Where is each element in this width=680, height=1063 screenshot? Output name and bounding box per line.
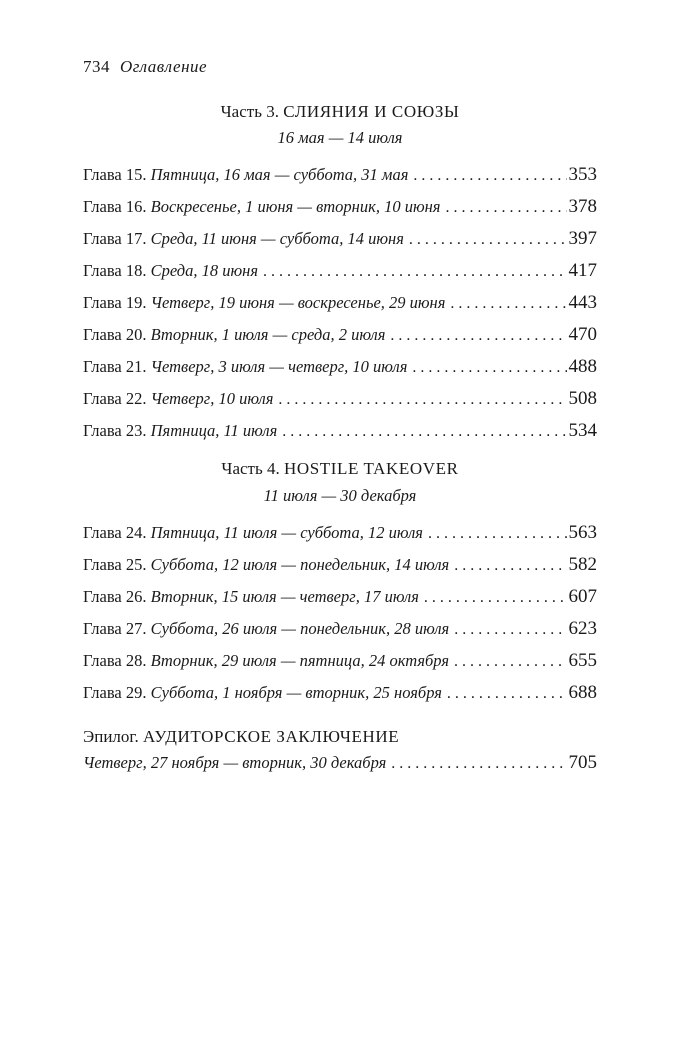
dot-leader xyxy=(412,356,566,380)
epilogue-label: Эпилог. xyxy=(83,727,139,746)
toc-entry[interactable] xyxy=(83,521,597,545)
chapter-page: 623 xyxy=(568,618,597,639)
dot-leader xyxy=(282,420,566,444)
epilogue-page: 705 xyxy=(568,752,597,773)
toc-entry[interactable] xyxy=(83,617,597,641)
dot-leader xyxy=(409,228,567,252)
dot-leader xyxy=(424,586,567,610)
chapter-label: Глава 20. xyxy=(83,325,147,344)
chapter-title: Вторник, 15 июля — четверг, 17 июля xyxy=(150,587,419,606)
chapter-title: Среда, 18 июня xyxy=(150,261,259,280)
epilogue-heading xyxy=(83,726,399,748)
dot-leader xyxy=(447,682,567,706)
toc-entry[interactable] xyxy=(83,387,597,411)
dot-leader xyxy=(390,324,566,348)
running-head-title: Оглавление xyxy=(120,57,208,76)
chapter-label: Глава 18. xyxy=(83,261,147,280)
chapter-label: Глава 21. xyxy=(83,357,147,376)
dot-leader xyxy=(445,196,566,220)
chapter-label: Глава 15. xyxy=(83,165,147,184)
chapter-page: 582 xyxy=(568,554,597,575)
chapter-page: 397 xyxy=(568,228,597,249)
part-name: HOSTILE TAKEOVER xyxy=(283,459,459,478)
toc-entry[interactable] xyxy=(83,227,597,251)
chapter-title: Вторник, 1 июля — среда, 2 июля xyxy=(150,325,386,344)
page-number: 734 xyxy=(83,57,110,76)
chapter-page: 655 xyxy=(568,650,597,671)
part-dates: 11 июля — 30 декабря xyxy=(263,486,417,505)
toc-entry[interactable] xyxy=(83,585,597,609)
chapter-title: Вторник, 29 июля — пятница, 24 октября xyxy=(150,651,450,670)
chapter-page: 488 xyxy=(568,356,597,377)
chapter-title: Суббота, 1 ноября — вторник, 25 ноября xyxy=(150,683,442,702)
chapter-page: 470 xyxy=(568,324,597,345)
toc-entry[interactable] xyxy=(83,649,597,673)
toc-entry[interactable] xyxy=(83,355,597,379)
part-label: Часть 4. xyxy=(221,459,280,478)
toc-entry[interactable] xyxy=(83,259,597,283)
toc-entry[interactable] xyxy=(83,163,597,187)
chapter-page: 443 xyxy=(568,292,597,313)
chapter-label: Глава 22. xyxy=(83,389,147,408)
chapter-title: Четверг, 10 июля xyxy=(150,389,274,408)
dot-leader xyxy=(454,650,566,674)
chapter-page: 607 xyxy=(568,586,597,607)
toc-entry[interactable] xyxy=(83,195,597,219)
dot-leader xyxy=(413,164,566,188)
chapter-title: Воскресенье, 1 июня — вторник, 10 июня xyxy=(150,197,441,216)
dot-leader xyxy=(428,522,567,546)
chapter-title: Четверг, 19 июня — воскресенье, 29 июня xyxy=(150,293,446,312)
dot-leader xyxy=(263,260,566,284)
chapter-label: Глава 28. xyxy=(83,651,147,670)
part-dates: 16 мая — 14 июля xyxy=(277,128,403,147)
part-title xyxy=(83,101,597,123)
dot-leader xyxy=(454,554,566,578)
epilogue-title: Четверг, 27 ноября — вторник, 30 декабря xyxy=(83,753,387,772)
chapter-page: 563 xyxy=(568,522,597,543)
chapter-label: Глава 19. xyxy=(83,293,147,312)
part-name: СЛИЯНИЯ И СОЮЗЫ xyxy=(283,102,460,121)
chapter-page: 378 xyxy=(568,196,597,217)
chapter-label: Глава 27. xyxy=(83,619,147,638)
dot-leader xyxy=(278,388,566,412)
chapter-title: Пятница, 11 июля xyxy=(150,421,278,440)
chapter-label: Глава 23. xyxy=(83,421,147,440)
chapter-label: Глава 24. xyxy=(83,523,147,542)
chapter-page: 534 xyxy=(568,420,597,441)
chapter-label: Глава 26. xyxy=(83,587,147,606)
chapter-label: Глава 17. xyxy=(83,229,147,248)
dot-leader xyxy=(450,292,566,316)
toc-entry[interactable] xyxy=(83,323,597,347)
chapter-page: 417 xyxy=(568,260,597,281)
epilogue-name: АУДИТОРСКОЕ ЗАКЛЮЧЕНИЕ xyxy=(142,727,400,746)
chapter-label: Глава 25. xyxy=(83,555,147,574)
chapter-page: 353 xyxy=(568,164,597,185)
toc-entry[interactable] xyxy=(83,291,597,315)
toc-entry[interactable] xyxy=(83,419,597,443)
toc-entry[interactable] xyxy=(83,681,597,705)
chapter-title: Среда, 11 июня — суббота, 14 июня xyxy=(150,229,404,248)
chapter-label: Глава 29. xyxy=(83,683,147,702)
toc-entry[interactable] xyxy=(83,553,597,577)
chapter-page: 508 xyxy=(568,388,597,409)
dot-leader xyxy=(454,618,566,642)
chapter-page: 688 xyxy=(568,682,597,703)
chapter-title: Суббота, 26 июля — понедельник, 28 июля xyxy=(150,619,450,638)
chapter-title: Четверг, 3 июля — четверг, 10 июля xyxy=(150,357,408,376)
part-title xyxy=(83,458,597,480)
part-label: Часть 3. xyxy=(220,102,279,121)
toc-entry-epilogue[interactable] xyxy=(83,751,597,775)
running-head xyxy=(83,56,207,78)
chapter-label: Глава 16. xyxy=(83,197,147,216)
chapter-title: Пятница, 16 мая — суббота, 31 мая xyxy=(150,165,409,184)
chapter-title: Суббота, 12 июля — понедельник, 14 июля xyxy=(150,555,450,574)
dot-leader xyxy=(391,752,566,776)
chapter-title: Пятница, 11 июля — суббота, 12 июля xyxy=(150,523,423,542)
